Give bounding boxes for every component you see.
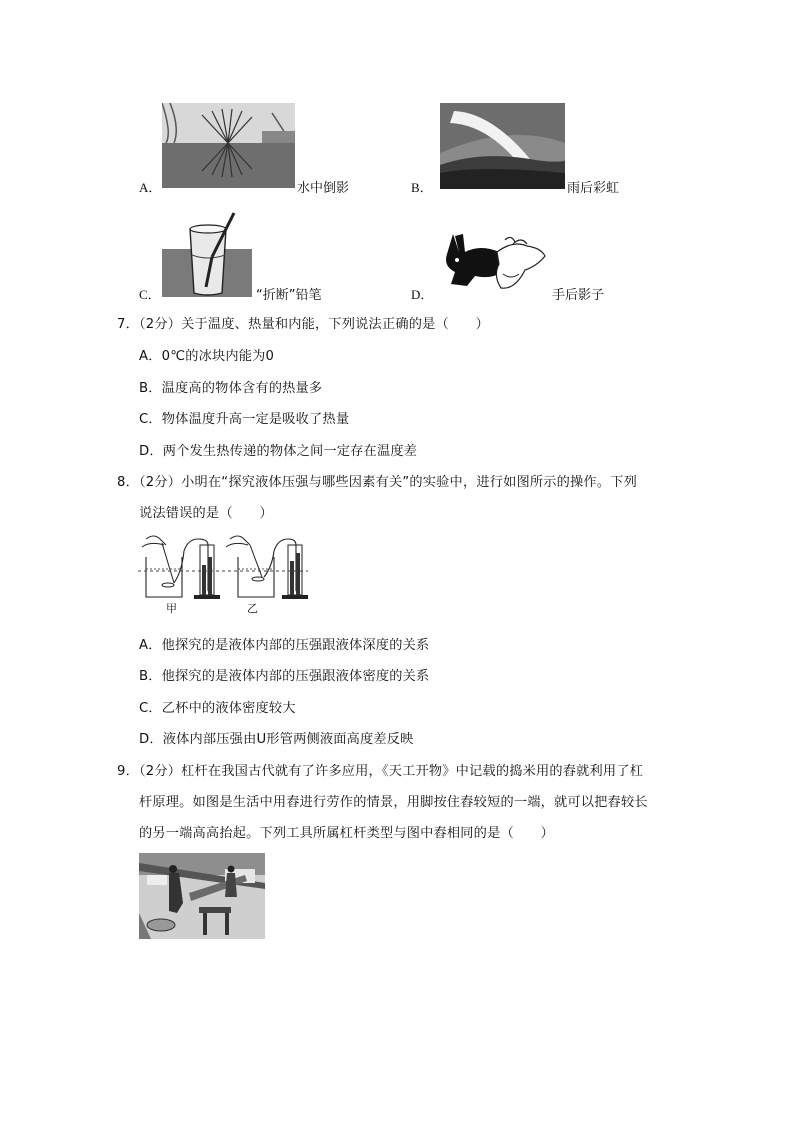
- q6-option-d-caption: 手后影子: [552, 288, 605, 303]
- q6-option-b-caption: 雨后彩虹: [567, 181, 620, 196]
- q9-stem-line2: 杆原理。如图是生活中用舂进行劳作的情景，用脚按住舂较短的一端，就可以把舂较长: [139, 795, 648, 810]
- pressure-gauge-figure: [138, 531, 308, 613]
- q8-figure-label-left: 甲: [166, 602, 177, 615]
- q7-option-d[interactable]: D．两个发生热传递的物体之间一定存在温度差: [139, 444, 418, 459]
- pestle-lever-photo: [139, 853, 265, 939]
- q7-option-b[interactable]: B．温度高的物体含有的热量多: [139, 381, 323, 396]
- q8-stem-line2: 说法错误的是（ ）: [139, 506, 273, 521]
- q6-option-a-letter: A．: [139, 180, 162, 195]
- q9-stem-line3: 的另一端高高抬起。下列工具所属杠杆类型与图中舂相同的是（ ）: [139, 826, 555, 841]
- bent-pencil-photo: [162, 211, 252, 297]
- q8-option-c[interactable]: C．乙杯中的液体密度较大: [139, 701, 296, 716]
- q8-figure-label-right: 乙: [247, 602, 258, 615]
- hand-shadow-rabbit-image: [441, 230, 549, 296]
- q6-option-a-caption: 水中倒影: [297, 181, 350, 196]
- q6-option-d-letter: D．: [411, 287, 434, 302]
- q6-option-b-letter: B．: [411, 180, 433, 195]
- q6-option-c-caption: “折断”铅笔: [256, 288, 322, 303]
- q7-option-a[interactable]: A．0℃的冰块内能为0: [139, 349, 275, 364]
- reflection-photo: [162, 103, 295, 188]
- q8-option-a[interactable]: A．他探究的是液体内部的压强跟液体深度的关系: [139, 638, 430, 653]
- q7-stem: 7．（2分）关于温度、热量和内能，下列说法正确的是（ ）: [117, 317, 490, 332]
- q6-option-c-letter: C．: [139, 287, 161, 302]
- rainbow-photo: [440, 103, 565, 189]
- q8-stem-line1: 8．（2分）小明在“探究液体压强与哪些因素有关”的实验中，进行如图所示的操作。下列: [117, 475, 637, 490]
- q7-option-c[interactable]: C．物体温度升高一定是吸收了热量: [139, 412, 350, 427]
- q8-option-b[interactable]: B．他探究的是液体内部的压强跟液体密度的关系: [139, 669, 430, 684]
- q8-option-d[interactable]: D．液体内部压强由U形管两侧液面高度差反映: [139, 732, 414, 747]
- q9-stem-line1: 9．（2分）杠杆在我国古代就有了许多应用，《天工开物》中记载的捣米用的舂就利用了杠: [117, 764, 644, 779]
